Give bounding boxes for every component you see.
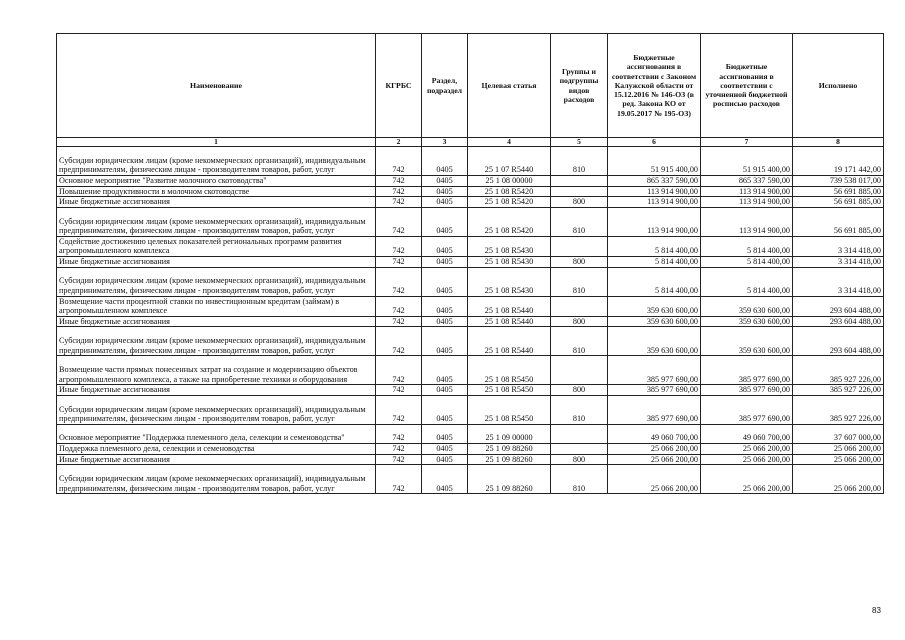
cell-expense-group: 800 <box>551 197 608 208</box>
cell-executed: 19 171 442,00 <box>793 147 884 176</box>
cell-refined-allocation: 113 914 900,00 <box>701 186 793 197</box>
cell-refined-allocation: 49 060 700,00 <box>701 424 793 443</box>
table-row <box>57 327 884 356</box>
page-number: 83 <box>872 606 881 615</box>
cell-expense-group: 810 <box>551 267 608 296</box>
cell-section: 0405 <box>422 454 468 465</box>
cell-executed: 56 691 885,00 <box>793 197 884 208</box>
cell-section: 0405 <box>422 385 468 396</box>
cell-name: Субсидии юридическим лицам (кроме некоммерческих организаций), индивидуальным предпринимателям, физическим лицам - производителям товаров, работ, услуг <box>57 207 376 236</box>
cell-executed: 37 607 000,00 <box>793 424 884 443</box>
column-number: 1 <box>57 138 376 147</box>
cell-expense-group: 810 <box>551 327 608 356</box>
table-body <box>57 147 884 494</box>
cell-expense-group <box>551 356 608 385</box>
cell-law-allocation: 5 814 400,00 <box>608 236 701 256</box>
cell-executed: 25 066 200,00 <box>793 454 884 465</box>
cell-expense-group: 800 <box>551 256 608 267</box>
header-expense-group: Группы и подгруппы видов расходов <box>551 34 608 138</box>
cell-target-article: 25 1 08 R5420 <box>468 197 551 208</box>
cell-name: Содействие достижению целевых показателей региональных программ развития агропромышленного комплекса <box>57 236 376 256</box>
cell-name: Субсидии юридическим лицам (кроме некоммерческих организаций), индивидуальным предпринимателям, физическим лицам - производителям товаров, работ, услуг <box>57 327 376 356</box>
cell-name: Поддержка племенного дела, селекции и семеноводства <box>57 443 376 454</box>
cell-refined-allocation: 385 977 690,00 <box>701 356 793 385</box>
header-name: Наименование <box>57 34 376 138</box>
cell-name: Иные бюджетные ассигнования <box>57 454 376 465</box>
cell-section: 0405 <box>422 207 468 236</box>
cell-kgrbs: 742 <box>376 316 422 327</box>
cell-name: Основное мероприятие "Развитие молочного скотоводства" <box>57 176 376 187</box>
cell-target-article: 25 1 08 R5420 <box>468 207 551 236</box>
cell-name: Возмещение части прямых понесенных затрат на создание и модернизацию объектов агропромышленного комплекса, а также на приобретение техники и оборудования <box>57 356 376 385</box>
column-number: 7 <box>701 138 793 147</box>
cell-section: 0405 <box>422 256 468 267</box>
cell-name: Субсидии юридическим лицам (кроме некоммерческих организаций), индивидуальным предпринимателям, физическим лицам - производителям товаров, работ, услуг <box>57 465 376 494</box>
table-row <box>57 197 884 208</box>
cell-name: Иные бюджетные ассигнования <box>57 197 376 208</box>
cell-kgrbs: 742 <box>376 207 422 236</box>
cell-law-allocation: 49 060 700,00 <box>608 424 701 443</box>
table-row <box>57 316 884 327</box>
cell-kgrbs: 742 <box>376 197 422 208</box>
cell-expense-group: 810 <box>551 147 608 176</box>
cell-target-article: 25 1 08 R5450 <box>468 356 551 385</box>
cell-kgrbs: 742 <box>376 236 422 256</box>
header-kgrbs: КГРБС <box>376 34 422 138</box>
cell-target-article: 25 1 08 R5420 <box>468 186 551 197</box>
cell-refined-allocation: 113 914 900,00 <box>701 197 793 208</box>
cell-expense-group <box>551 186 608 197</box>
cell-target-article: 25 1 08 00000 <box>468 176 551 187</box>
cell-target-article: 25 1 07 R5440 <box>468 147 551 176</box>
cell-name: Возмещение части процентной ставки по инвестиционным кредитам (займам) в агропромышленном комплексе <box>57 296 376 316</box>
cell-kgrbs: 742 <box>376 356 422 385</box>
cell-kgrbs: 742 <box>376 454 422 465</box>
cell-executed: 56 691 885,00 <box>793 186 884 197</box>
cell-section: 0405 <box>422 356 468 385</box>
cell-executed: 3 314 418,00 <box>793 267 884 296</box>
cell-target-article: 25 1 08 R5440 <box>468 296 551 316</box>
cell-expense-group <box>551 236 608 256</box>
cell-target-article: 25 1 09 00000 <box>468 424 551 443</box>
cell-refined-allocation: 5 814 400,00 <box>701 267 793 296</box>
table-row <box>57 256 884 267</box>
cell-target-article: 25 1 08 R5430 <box>468 236 551 256</box>
cell-expense-group <box>551 443 608 454</box>
cell-target-article: 25 1 08 R5430 <box>468 256 551 267</box>
cell-kgrbs: 742 <box>376 327 422 356</box>
cell-executed: 385 927 226,00 <box>793 395 884 424</box>
cell-kgrbs: 742 <box>376 465 422 494</box>
cell-expense-group: 810 <box>551 395 608 424</box>
cell-law-allocation: 385 977 690,00 <box>608 385 701 396</box>
cell-executed: 293 604 488,00 <box>793 316 884 327</box>
cell-kgrbs: 742 <box>376 443 422 454</box>
table-row <box>57 356 884 385</box>
table-row <box>57 424 884 443</box>
cell-target-article: 25 1 08 R5450 <box>468 385 551 396</box>
cell-kgrbs: 742 <box>376 256 422 267</box>
cell-expense-group: 800 <box>551 316 608 327</box>
cell-target-article: 25 1 08 R5440 <box>468 327 551 356</box>
cell-kgrbs: 742 <box>376 385 422 396</box>
cell-target-article: 25 1 08 R5450 <box>468 395 551 424</box>
header-section: Раздел, подраздел <box>422 34 468 138</box>
cell-section: 0405 <box>422 147 468 176</box>
cell-refined-allocation: 359 630 600,00 <box>701 327 793 356</box>
cell-target-article: 25 1 08 R5440 <box>468 316 551 327</box>
cell-law-allocation: 25 066 200,00 <box>608 465 701 494</box>
column-number: 2 <box>376 138 422 147</box>
cell-name: Субсидии юридическим лицам (кроме некоммерческих организаций), индивидуальным предпринимателям, физическим лицам - производителям товаров, работ, услуг <box>57 147 376 176</box>
cell-name: Иные бюджетные ассигнования <box>57 385 376 396</box>
cell-section: 0405 <box>422 197 468 208</box>
header-law-allocation: Бюджетные ассигнования в соответствии с Законом Калужской области от 15.12.2016 № 146-ОЗ (в ред. Закона КО от 19.05.2017 № 195-ОЗ) <box>608 34 701 138</box>
cell-kgrbs: 742 <box>376 395 422 424</box>
header-row <box>57 34 884 138</box>
cell-expense-group: 800 <box>551 454 608 465</box>
cell-refined-allocation: 385 977 690,00 <box>701 385 793 396</box>
table-row <box>57 395 884 424</box>
table-row <box>57 443 884 454</box>
table-row <box>57 465 884 494</box>
column-number: 8 <box>793 138 884 147</box>
cell-executed: 25 066 200,00 <box>793 465 884 494</box>
cell-section: 0405 <box>422 327 468 356</box>
cell-section: 0405 <box>422 316 468 327</box>
cell-section: 0405 <box>422 186 468 197</box>
cell-section: 0405 <box>422 465 468 494</box>
cell-law-allocation: 25 066 200,00 <box>608 454 701 465</box>
cell-name: Субсидии юридическим лицам (кроме некоммерческих организаций), индивидуальным предпринимателям, физическим лицам - производителям товаров, работ, услуг <box>57 267 376 296</box>
cell-law-allocation: 113 914 900,00 <box>608 197 701 208</box>
table-row <box>57 454 884 465</box>
cell-law-allocation: 113 914 900,00 <box>608 207 701 236</box>
cell-refined-allocation: 359 630 600,00 <box>701 316 793 327</box>
column-number: 5 <box>551 138 608 147</box>
header-executed: Исполнено <box>793 34 884 138</box>
table-row <box>57 267 884 296</box>
cell-expense-group <box>551 176 608 187</box>
cell-name: Повышение продуктивности в молочном скотоводстве <box>57 186 376 197</box>
cell-refined-allocation: 385 977 690,00 <box>701 395 793 424</box>
cell-refined-allocation: 5 814 400,00 <box>701 256 793 267</box>
cell-executed: 293 604 488,00 <box>793 296 884 316</box>
column-number: 6 <box>608 138 701 147</box>
cell-executed: 3 314 418,00 <box>793 256 884 267</box>
cell-expense-group: 810 <box>551 207 608 236</box>
cell-law-allocation: 5 814 400,00 <box>608 256 701 267</box>
cell-section: 0405 <box>422 443 468 454</box>
cell-target-article: 25 1 09 88260 <box>468 443 551 454</box>
cell-refined-allocation: 865 337 590,00 <box>701 176 793 187</box>
cell-target-article: 25 1 09 88260 <box>468 465 551 494</box>
cell-target-article: 25 1 09 88260 <box>468 454 551 465</box>
table-row <box>57 385 884 396</box>
cell-section: 0405 <box>422 424 468 443</box>
cell-law-allocation: 385 977 690,00 <box>608 395 701 424</box>
cell-law-allocation: 51 915 400,00 <box>608 147 701 176</box>
cell-section: 0405 <box>422 267 468 296</box>
table-row <box>57 236 884 256</box>
cell-section: 0405 <box>422 236 468 256</box>
cell-section: 0405 <box>422 176 468 187</box>
cell-refined-allocation: 113 914 900,00 <box>701 207 793 236</box>
cell-law-allocation: 865 337 590,00 <box>608 176 701 187</box>
table-row <box>57 296 884 316</box>
cell-target-article: 25 1 08 R5430 <box>468 267 551 296</box>
cell-kgrbs: 742 <box>376 424 422 443</box>
cell-executed: 3 314 418,00 <box>793 236 884 256</box>
cell-name: Иные бюджетные ассигнования <box>57 256 376 267</box>
cell-kgrbs: 742 <box>376 147 422 176</box>
cell-name: Субсидии юридическим лицам (кроме некоммерческих организаций), индивидуальным предпринимателям, физическим лицам - производителям товаров, работ, услуг <box>57 395 376 424</box>
column-number: 4 <box>468 138 551 147</box>
cell-law-allocation: 5 814 400,00 <box>608 267 701 296</box>
cell-refined-allocation: 25 066 200,00 <box>701 465 793 494</box>
cell-name: Иные бюджетные ассигнования <box>57 316 376 327</box>
cell-law-allocation: 113 914 900,00 <box>608 186 701 197</box>
cell-kgrbs: 742 <box>376 296 422 316</box>
header-refined-allocation: Бюджетные ассигнования в соответствии с уточненной бюджетной росписью расходов <box>701 34 793 138</box>
cell-expense-group <box>551 296 608 316</box>
cell-executed: 25 066 200,00 <box>793 443 884 454</box>
table-row <box>57 207 884 236</box>
column-number-row <box>57 138 884 147</box>
table-row <box>57 147 884 176</box>
table-row <box>57 176 884 187</box>
cell-executed: 56 691 885,00 <box>793 207 884 236</box>
cell-executed: 385 927 226,00 <box>793 356 884 385</box>
cell-expense-group <box>551 424 608 443</box>
cell-law-allocation: 359 630 600,00 <box>608 316 701 327</box>
cell-refined-allocation: 359 630 600,00 <box>701 296 793 316</box>
column-number: 3 <box>422 138 468 147</box>
table-row <box>57 186 884 197</box>
budget-table <box>56 33 884 494</box>
cell-kgrbs: 742 <box>376 186 422 197</box>
cell-expense-group: 810 <box>551 465 608 494</box>
cell-refined-allocation: 5 814 400,00 <box>701 236 793 256</box>
cell-kgrbs: 742 <box>376 176 422 187</box>
cell-law-allocation: 359 630 600,00 <box>608 327 701 356</box>
cell-law-allocation: 25 066 200,00 <box>608 443 701 454</box>
cell-executed: 739 538 017,00 <box>793 176 884 187</box>
cell-executed: 385 927 226,00 <box>793 385 884 396</box>
cell-refined-allocation: 25 066 200,00 <box>701 454 793 465</box>
cell-executed: 293 604 488,00 <box>793 327 884 356</box>
cell-section: 0405 <box>422 395 468 424</box>
cell-section: 0405 <box>422 296 468 316</box>
cell-refined-allocation: 51 915 400,00 <box>701 147 793 176</box>
cell-law-allocation: 359 630 600,00 <box>608 296 701 316</box>
header-target-article: Целевая статья <box>468 34 551 138</box>
cell-refined-allocation: 25 066 200,00 <box>701 443 793 454</box>
cell-name: Основное мероприятие "Поддержка племенного дела, селекции и семеноводства" <box>57 424 376 443</box>
cell-expense-group: 800 <box>551 385 608 396</box>
cell-kgrbs: 742 <box>376 267 422 296</box>
cell-law-allocation: 385 977 690,00 <box>608 356 701 385</box>
